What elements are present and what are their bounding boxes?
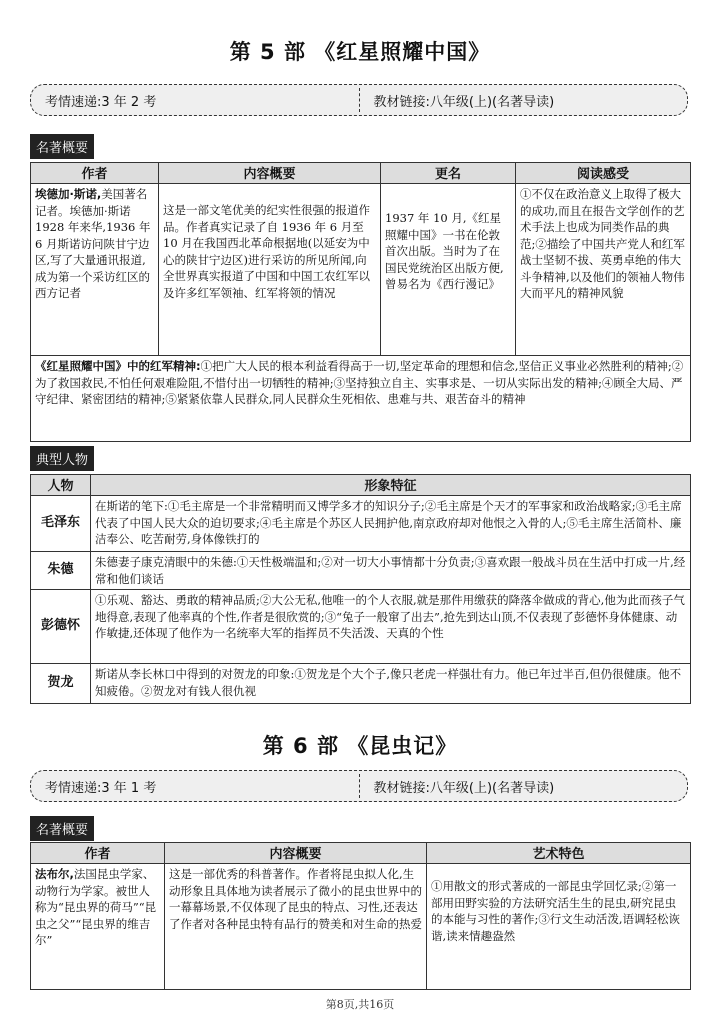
header-feeling: 阅读感受 xyxy=(516,163,691,184)
textbook-link: 教材链接:八年级(上)(名著导读) xyxy=(373,94,555,110)
overview-tag: 名著概要 xyxy=(30,816,94,841)
figures-table xyxy=(30,474,691,704)
figure-name: 毛泽东 xyxy=(31,496,91,552)
overview-tag: 名著概要 xyxy=(30,134,94,159)
figure-name: 贺龙 xyxy=(31,664,91,704)
content-cell xyxy=(159,184,381,356)
figure-traits: 在斯诺的笔下:①毛主席是一个非常精明而又博学多才的知识分子;②毛主席是个天才的军事家和政治战略家;③毛主席代表了中国人民大众的迫切要求;④毛主席是个苏区人民拥护他,南京政府却对他恨之入骨的人;⑤毛主席生活简朴、廉洁奉公、吃苦耐劳,身体像铁打的 xyxy=(91,496,691,552)
feeling-text: ①不仅在政治意义上取得了极大的成功,而且在报告文学创作的艺术手法上也成为同类作品的典范;②描绘了中国共产党人和红军战士坚韧不拔、英勇卓绝的伟大斗争精神,以及他们的领袖人物伟大而平凡的精神风貌 xyxy=(520,187,685,300)
content-text: 这是一部优秀的科普著作。作者将昆虫拟人化,生动形象且具体地为读者展示了微小的昆虫世界中的一幕幕场景,不仅体现了昆虫的特点、习性,还表达了作者对各种昆虫特有品行的赞美和对生命的热爱 xyxy=(169,867,422,931)
part6-overview-table xyxy=(30,842,691,990)
rename-cell xyxy=(381,184,516,356)
figure-name: 彭德怀 xyxy=(31,590,91,664)
author-name: 埃德加·斯诺, xyxy=(35,187,102,201)
header-content: 内容概要 xyxy=(165,843,427,864)
art-text: ①用散文的形式著成的一部昆虫学回忆录;②第一部用田野实验的方法研究活生生的昆虫,研究昆虫的本能与习性的著作;③行文生动活泼,语调轻松诙谐,读来情趣盎然 xyxy=(431,879,681,943)
content-text: 这是一部文笔优美的纪实性很强的报道作品。作者真实记录了自 1936 年 6 月至 10 月在我国西北革命根据地(以延安为中心的陕甘宁边区)进行采访的所见所闻,向全世界真实报道了中国和中国工农红军以及许多红军领袖、红军将领的情况 xyxy=(163,203,370,300)
header-art: 艺术特色 xyxy=(427,843,691,864)
header-figure: 人物 xyxy=(31,475,91,496)
figure-name: 朱德 xyxy=(31,552,91,590)
author-name: 法布尔, xyxy=(35,867,74,881)
spirit-text: ①把广大人民的根本利益看得高于一切,坚定革命的理想和信念,坚信正义事业必然胜利的精神;②为了救国救民,不怕任何艰难险阻,不惜付出一切牺牲的精神;③坚持独立自主、实事求是、一切从实际出发的精神;④顾全大局、严守纪律、紧密团结的精神;⑤紧紧依靠人民群众,同人民群众生死相依、患难与共、艰苦奋斗的精神 xyxy=(35,359,684,406)
rename-text: 1937 年 10 月,《红星照耀中国》一书在伦敦首次出版。当时为了在国民党统治区出版方便,曾易名为《西行漫记》 xyxy=(385,211,504,291)
author-bio: 法国昆虫学家、动物行为学家。被世人称为“昆虫界的荷马”“昆虫之父”“昆虫界的维吉尔” xyxy=(35,867,157,947)
header-traits: 形象特征 xyxy=(91,475,691,496)
header-author: 作者 xyxy=(31,843,165,864)
figure-traits: 朱德妻子康克清眼中的朱德:①天性极端温和;②对一切大小事情都十分负责;③喜欢跟一般战斗员在生活中打成一片,经常和他们谈话 xyxy=(91,552,691,590)
part5-title: 第 5 部 《红星照耀中国》 xyxy=(229,40,491,64)
header-rename: 更名 xyxy=(381,163,516,184)
red-army-spirit xyxy=(31,356,691,442)
figure-traits: ①乐观、豁达、勇敢的精神品质;②大公无私,他唯一的个人衣服,就是那件用缴获的降落伞做成的背心,他为此而孩子气地得意,表现了他率真的个性,作者是很欣赏的;③“兔子一般窜了出去”,抢先到达山顶,不仅表现了彭德怀身体健康、动作敏捷,还体现了他作为一名统率大军的指挥员不失活泼、天真的个性 xyxy=(91,590,691,664)
figures-tag: 典型人物 xyxy=(30,446,94,471)
author-bio: 美国著名记者。埃德加·斯诺 1928 年来华,1936 年 6 月斯诺访问陕甘宁边区,写了大量通讯报道,成为第一个采访红区的西方记者 xyxy=(35,187,151,300)
part5-info-bar xyxy=(30,84,688,116)
exam-frequency: 考情速递:3 年 1 考 xyxy=(45,780,157,796)
part6-title: 第 6 部 《昆虫记》 xyxy=(262,734,458,758)
textbook-link: 教材链接:八年级(上)(名著导读) xyxy=(373,780,555,796)
header-content: 内容概要 xyxy=(159,163,381,184)
author-cell xyxy=(31,184,159,356)
content-cell xyxy=(165,864,427,990)
part5-overview-table xyxy=(30,162,691,442)
figure-traits: 斯诺从李长林口中得到的对贺龙的印象:①贺龙是个大个子,像只老虎一样强壮有力。他已年过半百,但仍很健康。他不知疲倦。②贺龙对有钱人很仇视 xyxy=(91,664,691,704)
art-cell xyxy=(427,864,691,990)
feeling-cell xyxy=(516,184,691,356)
part6-info-bar xyxy=(30,770,688,802)
page-footer: 第8页,共16页 xyxy=(325,998,395,1011)
header-author: 作者 xyxy=(31,163,159,184)
exam-frequency: 考情速递:3 年 2 考 xyxy=(45,94,157,110)
spirit-label: 《红星照耀中国》中的红军精神: xyxy=(35,359,201,373)
author-cell xyxy=(31,864,165,990)
